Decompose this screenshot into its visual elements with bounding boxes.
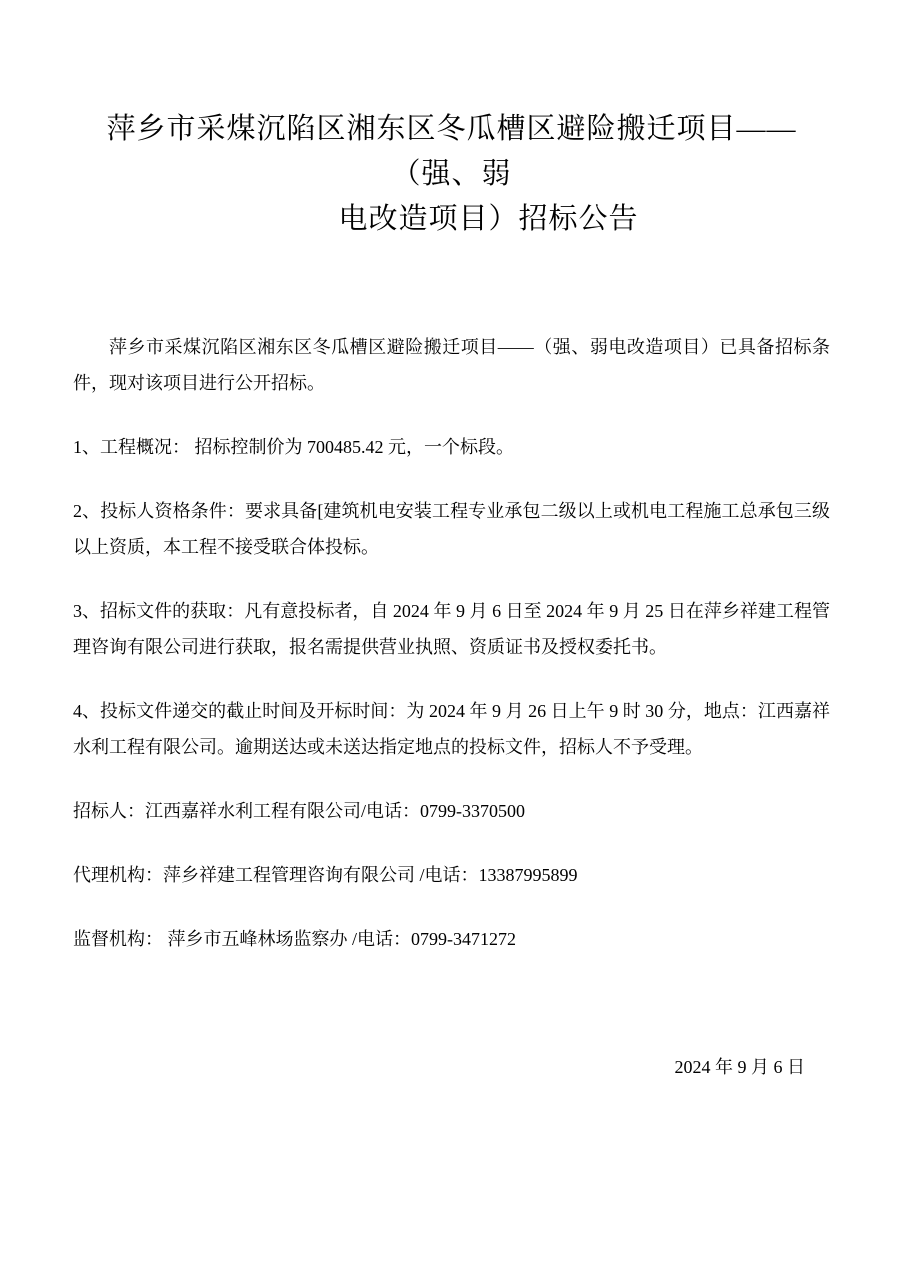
item-submission-deadline: 4、投标文件递交的截止时间及开标时间：为 2024 年 9 月 26 日上午 9 时 30 分，地点：江西嘉祥水利工程有限公司。逾期送达或未送达指定地点的投标文件，招标人不予受理。 [73,701,830,757]
page-title [73,107,830,242]
tenderer-line: 招标人：江西嘉祥水利工程有限公司/电话：0799-3370500 [73,801,525,821]
title-line-1: 萍乡市采煤沉陷区湘东区冬瓜槽区避险搬迁项目——（强、弱 [106,113,797,190]
item-document-acquisition: 3、招标文件的获取：凡有意投标者，自 2024 年 9 月 6 日至 2024 年 9 月 25 日在萍乡祥建工程管理咨询有限公司进行获取，报名需提供营业执照、资质证书及授权委托书。 [73,601,830,657]
item-bidder-qualification: 2、投标人资格条件：要求具备[建筑机电安装工程专业承包二级以上或机电工程施工总承包三级以上资质，本工程不接受联合体投标。 [73,501,830,557]
agency-line: 代理机构：萍乡祥建工程管理咨询有限公司 /电话：13387995899 [73,865,578,885]
intro-paragraph: 萍乡市采煤沉陷区湘东区冬瓜槽区避险搬迁项目——（强、弱电改造项目）已具备招标条件，现对该项目进行公开招标。 [73,337,830,393]
date-line: 2024 年 9 月 6 日 [674,1057,805,1077]
title-line-2: 电改造项目）招标公告 [338,203,639,235]
item-project-overview: 1、工程概况： 招标控制价为 700485.42 元，一个标段。 [73,437,514,457]
supervisor-line: 监督机构： 萍乡市五峰林场监察办 /电话：0799-3471272 [73,929,516,949]
